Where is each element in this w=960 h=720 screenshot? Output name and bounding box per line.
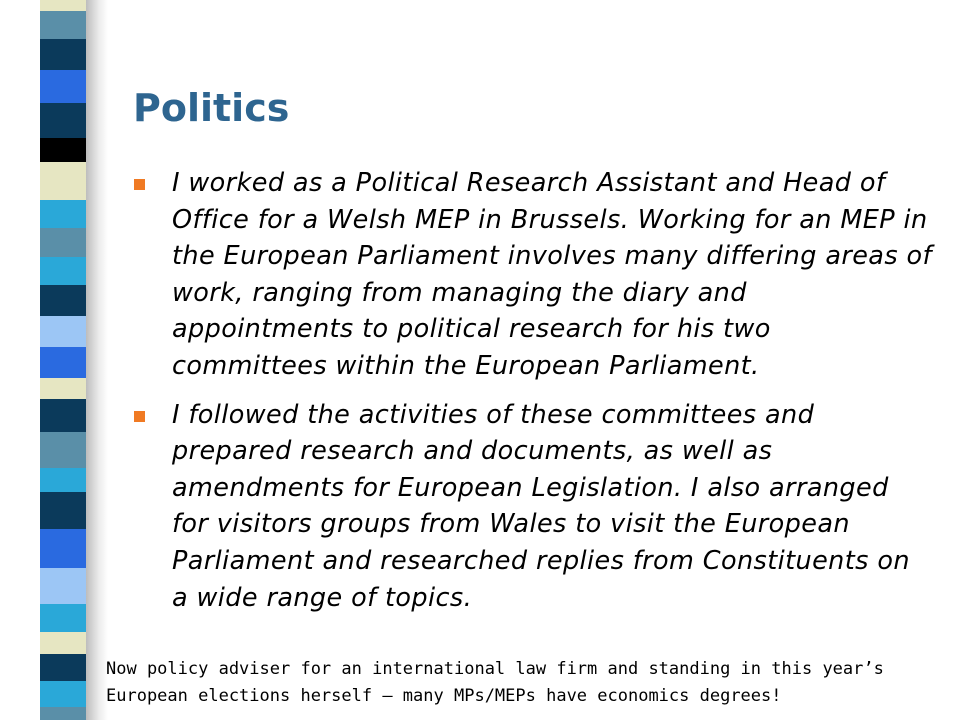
stripe-segment [40, 162, 86, 201]
stripe-segment [40, 529, 86, 568]
stripe-segment [40, 681, 86, 707]
bullet-text: I worked as a Political Research Assistant and Head of Office for a Welsh MEP in Brussels. Working for an MEP in the European Parliament involves many differing areas of work, ranging from managing the diary and appointments to political research for his two committees within the European Parliament. [172, 168, 932, 381]
decorative-stripe-bar [40, 0, 86, 720]
bullet-item [132, 165, 932, 385]
stripe-segment [40, 11, 86, 39]
stripe-segment [40, 399, 86, 432]
stripe-segment [40, 347, 86, 378]
stripe-segment [40, 492, 86, 529]
stripe-segment [40, 200, 86, 228]
stripe-segment [40, 632, 86, 654]
stripe-segment [40, 468, 86, 492]
slide-title: Politics [133, 86, 290, 130]
stripe-segment [40, 39, 86, 70]
stripe-segment [40, 138, 86, 162]
footnote-line: Now policy adviser for an international law firm and standing in this year’s [106, 659, 884, 679]
stripe-bar-shadow [86, 0, 108, 720]
stripe-segment [40, 257, 86, 285]
stripe-segment [40, 568, 86, 605]
footnote [106, 656, 946, 710]
stripe-segment [40, 0, 86, 11]
bullet-text: I followed the activities of these committees and prepared research and documents, as well as amendments for European Legislation. I also arranged for visitors groups from Wales to visit the European Parliament and researched replies from Constituents on a wide range of topics. [172, 399, 910, 613]
stripe-segment [40, 70, 86, 103]
square-bullet-icon [134, 179, 145, 190]
bullet-item [132, 397, 932, 617]
stripe-segment [40, 432, 86, 469]
stripe-segment [40, 604, 86, 632]
stripe-segment [40, 316, 86, 347]
bullet-list [132, 165, 932, 628]
footnote-line: European elections herself – many MPs/MEPs have economics degrees! [106, 686, 782, 706]
stripe-segment [40, 707, 86, 720]
stripe-segment [40, 654, 86, 682]
stripe-segment [40, 103, 86, 138]
stripe-segment [40, 228, 86, 257]
square-bullet-icon [134, 411, 145, 422]
stripe-segment [40, 285, 86, 316]
stripe-segment [40, 378, 86, 398]
